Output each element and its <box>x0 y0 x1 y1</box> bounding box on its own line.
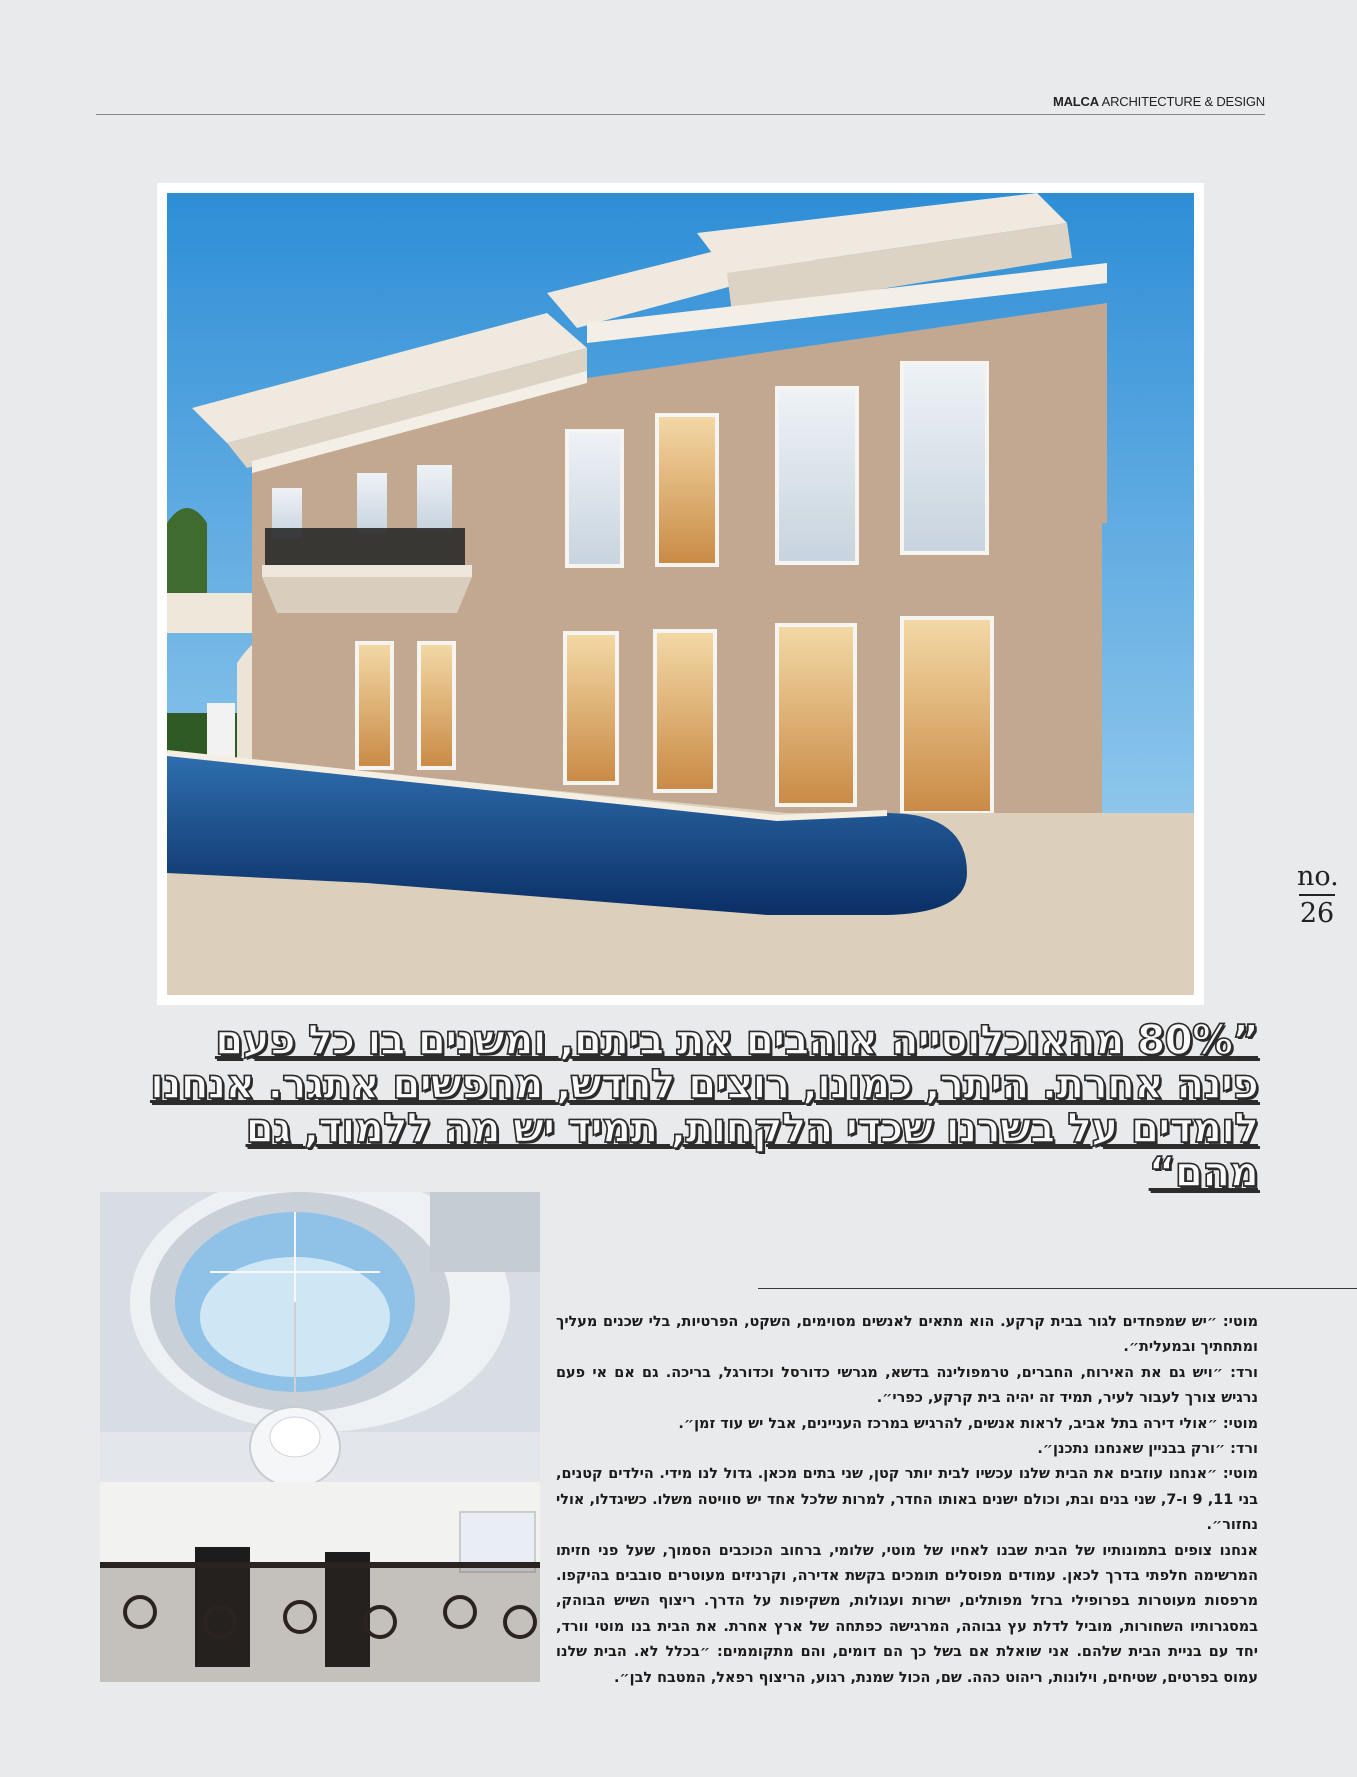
brand-name: MALCA <box>1052 94 1099 109</box>
article-body <box>556 1310 1258 1691</box>
villa-with-pool-photo <box>167 193 1194 995</box>
article-paragraph: ורד: ״ויש גם את האירוח, החברים, טרמפולינה בדשא, מגרשי כדורסל וכדורגל, בריכה. גם אם אי פעם נרגיש צורך לעבור לעיר, תמיד זה יהיה בית קרקע, כפרי״. <box>556 1364 1258 1407</box>
column-rule <box>758 1288 1357 1289</box>
headline-quote: ”80% מהאוכלוסייה אוהבים את ביתם, ומשנים בו כל פעם פינה אחרת. היתר, כמונו, רוצים לחדש, מחפשים אתגר. אנחנו לומדים על בשרנו שכדי הלקחות, תמיד יש מה ללמוד, גם מהם“ <box>149 1016 1258 1196</box>
article-paragraph: ורד: ״ורק בבניין שאנחנו נתכנן״. <box>1037 1441 1258 1458</box>
hero-photo-frame <box>157 183 1204 1005</box>
magazine-brand <box>1053 94 1265 109</box>
article-paragraph: מוטי: ״יש שמפחדים לגור בבית קרקע. הוא מתאים לאנשים מסוימים, השקט, הפרטיות, בלי שכנים מעליך ומתחתיך ובמעלית״. <box>556 1314 1258 1356</box>
skylight-chandelier-photo <box>100 1192 540 1682</box>
header-rule <box>96 114 1265 115</box>
issue-value: 26 <box>1299 898 1335 929</box>
article-paragraph: מוטי: ״אנחנו עוזבים את הבית שלנו עכשיו לבית יותר קטן, שני בתים מכאן. גדול לנו מידי. הילדים קטנים, בני 11, 9 ו-7, שני בנים ובת, וכולם ישנים באותו החדר, למרות שלכל אחד יש סוויטה משלו. כשיגדלו, אולי נחזור״. <box>556 1466 1259 1534</box>
article-paragraph: מוטי: ״אולי דירה בתל אביב, לראות אנשים, להרגיש במרכז העניינים, אבל יש עוד זמן״. <box>678 1415 1258 1432</box>
article-paragraph: אנחנו צופים בתמונותיו של הבית שבנו לאחיו של מוטי, שלומי, ברחוב הכוכבים הסמוך, שעל פני חזיתו המרשימה חלפתי בדרך לכאן. עמודים מפוסלים תומכים בקשת אדירה, וקרניזים מעוטרים סובבים בהיקפו. מרפסות מעוטרות בפרופילי ברזל מפותלים, ישרות ועגולות, משקיפות על הדרך. ריצוף השיש הבוהק, במסגרותיו השחורות, מוביל לדלת עץ גבוהה, המרגישה כפתחה של ארץ אחרת. את הבית בנו מוטי וורד, יחד עם בניית הבית שלהם. אני שואלת אם בשל כך הם דומים, והם מתקוממים: ״בכלל לא. הבית שלנו עמוס בפרטים, שטיחים, וילונות, ריהוט כהה. שם, הכול שמנת, רגוע, הריצוף רפאל, המטבח לבן״. <box>556 1542 1258 1686</box>
brand-tagline: ARCHITECTURE & DESIGN <box>1101 94 1265 109</box>
issue-divider <box>1299 894 1335 896</box>
issue-label: no. <box>1297 861 1339 892</box>
issue-number <box>1297 862 1337 929</box>
